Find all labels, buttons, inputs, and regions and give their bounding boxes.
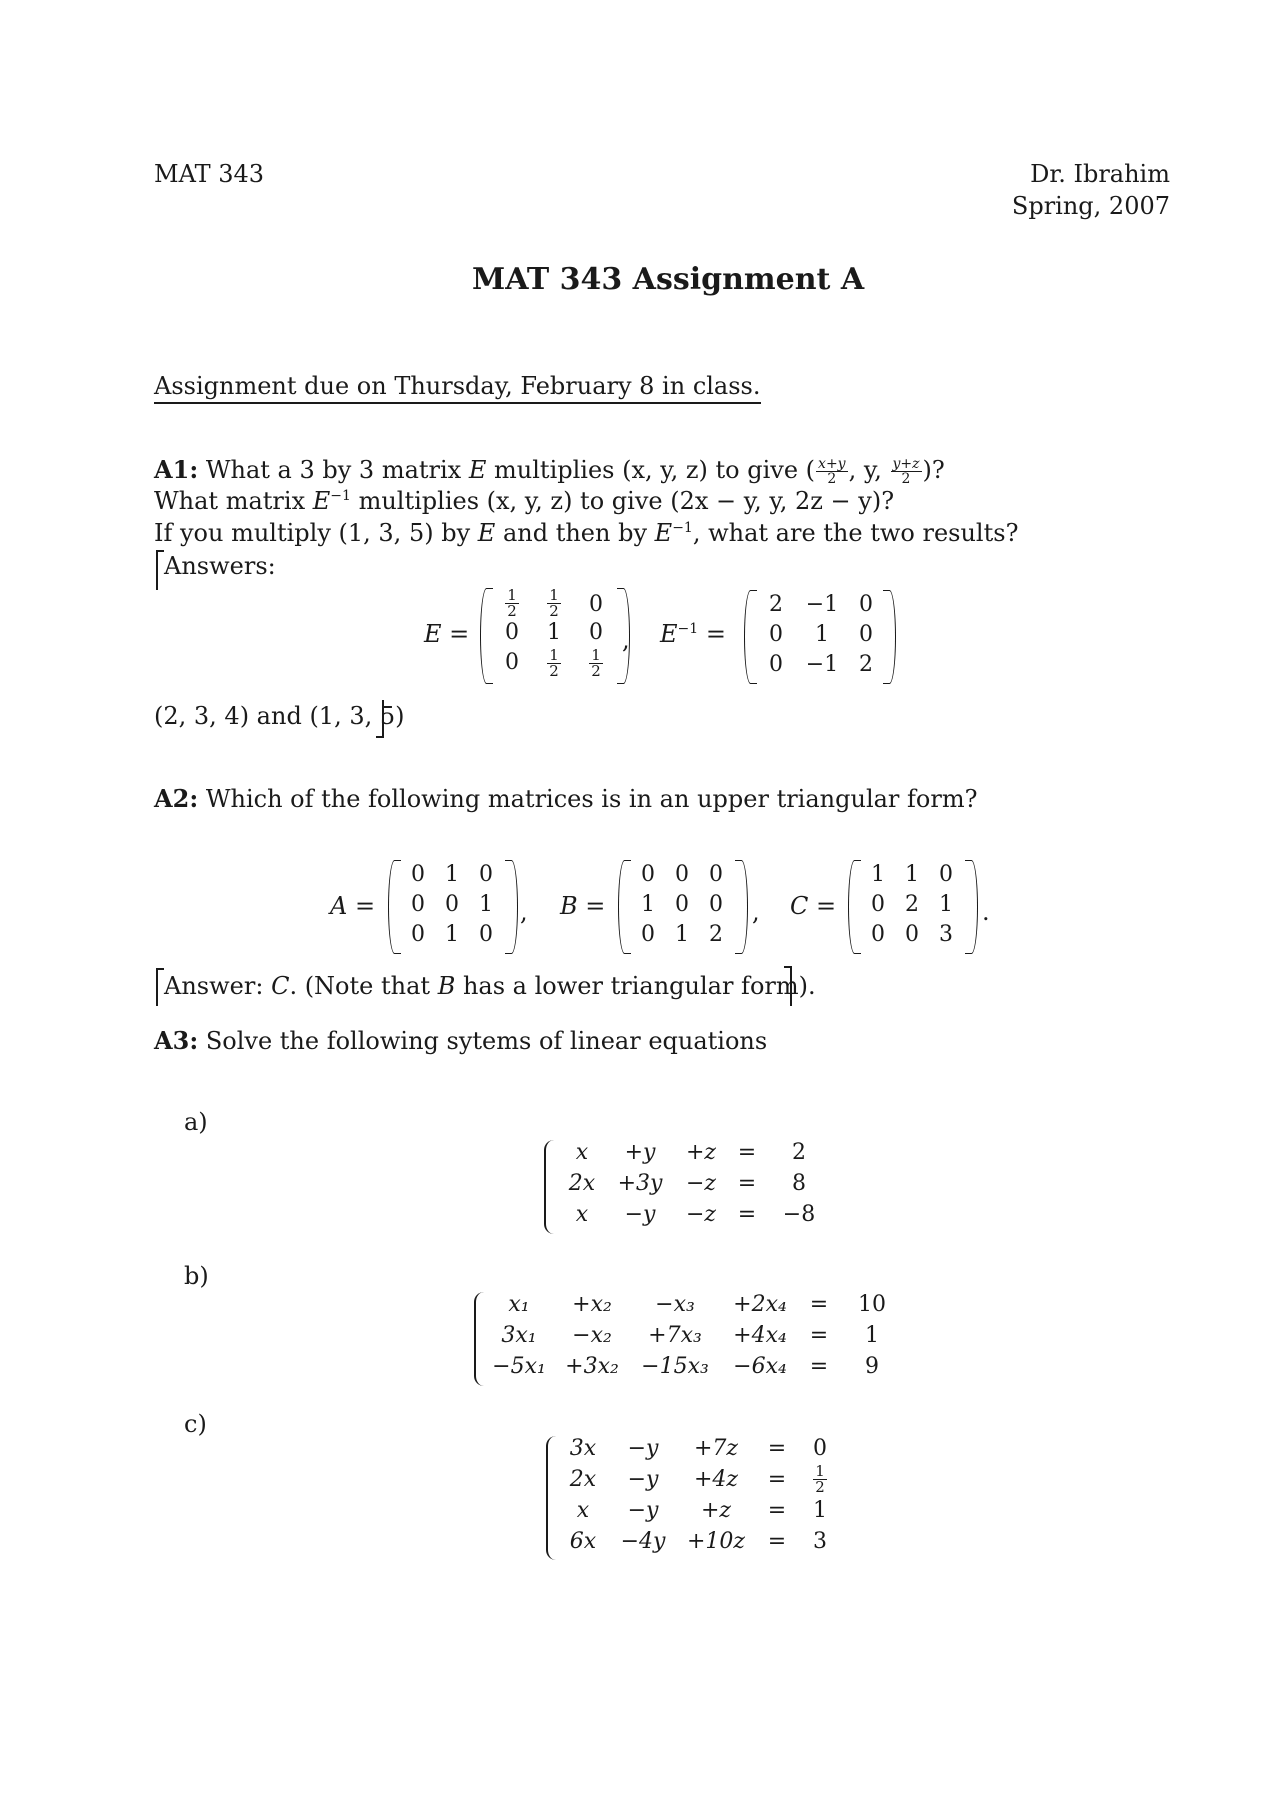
matrix-entry: 0 xyxy=(445,892,459,917)
equation-equals: = xyxy=(809,1323,829,1348)
matrix-entry: 1 xyxy=(445,862,459,887)
due-note xyxy=(154,372,761,404)
course-code: MAT 343 xyxy=(154,160,265,188)
equation-rhs: 0 xyxy=(813,1436,827,1461)
equation-term: x xyxy=(576,1498,590,1523)
equation-rhs: 2 xyxy=(792,1140,806,1165)
matrix-entry: 0 xyxy=(641,922,655,947)
equation-term: −5x₁ xyxy=(492,1354,546,1379)
a1-line-3: If you multiply (1, 3, 5) by E and then by $E^{-1}$, what are the two results? xyxy=(154,519,1019,547)
equation-term: +4x₄ xyxy=(733,1323,787,1348)
equation-term: +3x₂ xyxy=(565,1354,619,1379)
matrix-entry: 1 xyxy=(547,620,561,645)
system-brace xyxy=(546,1436,560,1560)
equation-term: +2x₄ xyxy=(733,1292,787,1317)
system-c xyxy=(546,1436,866,1562)
matrix-entry: 1 xyxy=(871,862,885,887)
matrix-entry: 0 xyxy=(589,592,603,617)
matrix-entry: $\frac{1}{2}$ xyxy=(549,586,559,620)
a1-text: multiplies (x, y, z) to give ( xyxy=(494,456,816,484)
C-label: C = xyxy=(790,892,837,920)
equation-rhs: 1 xyxy=(813,1498,827,1523)
matrix-entry: $\frac{1}{2}$ xyxy=(549,646,559,680)
matrix-entry: 2 xyxy=(709,922,723,947)
term: Spring, 2007 xyxy=(1011,192,1170,220)
matrix-entry: 0 xyxy=(675,892,689,917)
equation-equals: = xyxy=(767,1467,787,1492)
system-a xyxy=(544,1140,844,1236)
E-inverse-label: $E^{-1}$ = xyxy=(660,620,726,648)
A-label: A = xyxy=(330,892,376,920)
matrix-entry: 2 xyxy=(905,892,919,917)
matrix-entry: 0 xyxy=(769,622,783,647)
comma: , xyxy=(752,898,760,926)
equation-term: −y xyxy=(627,1467,659,1492)
equation-rhs: $\frac{1}{2}$ xyxy=(815,1462,825,1496)
matrix-entry: −1 xyxy=(805,592,839,617)
equation-term: −y xyxy=(624,1202,656,1227)
equation-term: +4z xyxy=(693,1467,739,1492)
matrix-entry: 3 xyxy=(939,922,953,947)
matrix-entry: $\frac{1}{2}$ xyxy=(591,646,601,680)
a2-question: A2: Which of the following matrices is in an upper triangular form? xyxy=(154,784,978,813)
B-label: B = xyxy=(560,892,606,920)
equation-rhs: 3 xyxy=(813,1529,827,1554)
matrix-entry: 0 xyxy=(505,620,519,645)
fraction: $\frac{x+y}{2}$ xyxy=(818,456,846,487)
a1-label: A1: xyxy=(154,455,199,484)
matrix-entry: 1 xyxy=(479,892,493,917)
matrix-entry: 1 xyxy=(905,862,919,887)
matrix-entry: 1 xyxy=(641,892,655,917)
page-title: MAT 343 Assignment A xyxy=(472,262,865,297)
equation-equals: = xyxy=(737,1171,757,1196)
a1-text: )? xyxy=(922,456,945,484)
equation-term: 3x xyxy=(569,1436,597,1461)
equation-equals: = xyxy=(809,1292,829,1317)
matrix-entry: 1 xyxy=(675,922,689,947)
matrix-entry: 0 xyxy=(411,862,425,887)
a3-label: A3: xyxy=(154,1026,199,1055)
a3-question: A3: Solve the following sytems of linear equations xyxy=(154,1026,768,1055)
matrix-entry: 0 xyxy=(641,862,655,887)
equation-term: 6x xyxy=(569,1529,597,1554)
equation-rhs: 9 xyxy=(865,1354,879,1379)
system-b xyxy=(474,1292,934,1388)
equation-term: −6x₄ xyxy=(733,1354,787,1379)
matrix-entry: 1 xyxy=(939,892,953,917)
a1-results: (2, 3, 4) and (1, 3, 5) xyxy=(154,702,405,730)
matrix-entry: 0 xyxy=(411,922,425,947)
a1-text: , y, xyxy=(848,456,882,484)
matrix-entry: $\frac{1}{2}$ xyxy=(507,586,517,620)
matrix-entry: 0 xyxy=(479,922,493,947)
equation-term: −y xyxy=(627,1436,659,1461)
equation-equals: = xyxy=(737,1202,757,1227)
equation-term: 2x xyxy=(568,1171,596,1196)
a2-label: A2: xyxy=(154,784,199,813)
answers-label: Answers: xyxy=(164,552,276,580)
equation-term: x xyxy=(575,1202,589,1227)
equation-term: −4y xyxy=(620,1529,666,1554)
matrix-entry: 1 xyxy=(445,922,459,947)
matrix-entry: 0 xyxy=(939,862,953,887)
equation-term: −z xyxy=(685,1202,717,1227)
answer-close-bracket xyxy=(784,966,792,1006)
equation-equals: = xyxy=(809,1354,829,1379)
answer-close-bracket xyxy=(376,700,384,738)
answer-open-bracket xyxy=(156,550,164,590)
equation-term: +7x₃ xyxy=(648,1323,702,1348)
matrix-entry: 0 xyxy=(769,652,783,677)
equation-term: −y xyxy=(627,1498,659,1523)
equation-equals: = xyxy=(737,1140,757,1165)
E-matrix xyxy=(480,588,630,684)
equation-rhs: 1 xyxy=(865,1323,879,1348)
comma: , xyxy=(520,898,528,926)
comma: , xyxy=(622,626,630,654)
equation-term: +y xyxy=(624,1140,656,1165)
matrix-entry: 0 xyxy=(411,892,425,917)
equation-term: −x₂ xyxy=(572,1323,612,1348)
matrix-entry: 0 xyxy=(709,892,723,917)
matrix-entry: 1 xyxy=(815,622,829,647)
matrix-entry: 0 xyxy=(505,650,519,675)
equation-term: +10z xyxy=(686,1529,746,1554)
equation-term: +x₂ xyxy=(572,1292,612,1317)
matrix-entry: 0 xyxy=(859,622,873,647)
equation-rhs: 10 xyxy=(858,1292,886,1317)
matrix-entry: 0 xyxy=(589,620,603,645)
matrix-entry: 0 xyxy=(709,862,723,887)
answer-open-bracket xyxy=(156,968,164,1006)
due-note-text: Assignment due on Thursday, February 8 in class. xyxy=(154,372,761,400)
equation-term: +7z xyxy=(693,1436,739,1461)
equation-equals: = xyxy=(767,1498,787,1523)
a2-answer: Answer: C. (Note that B has a lower triangular form). xyxy=(164,972,816,1000)
equation-rhs: 8 xyxy=(792,1171,806,1196)
E-label: E = xyxy=(424,620,470,648)
part-c-label: c) xyxy=(184,1410,207,1438)
equation-term: +3y xyxy=(617,1171,663,1196)
system-brace xyxy=(474,1292,488,1386)
period: . xyxy=(982,898,990,926)
matrix-entry: 0 xyxy=(479,862,493,887)
E-inverse-matrix xyxy=(744,590,896,684)
equation-term: +z xyxy=(700,1498,732,1523)
fraction: $\frac{y+z}{2}$ xyxy=(892,456,920,487)
matrix-entry: 2 xyxy=(769,592,783,617)
a1-line-1: A1: What a 3 by 3 matrix E multiplies (x, y, z) to give ( $\frac{x+y}{2}$ , y, $\frac{y+z}{2}$ )? xyxy=(154,455,945,487)
equation-equals: = xyxy=(767,1436,787,1461)
system-brace xyxy=(544,1140,558,1234)
a1-text: What a 3 by 3 matrix xyxy=(205,456,462,484)
equation-term: +z xyxy=(685,1140,717,1165)
matrix-entry: −1 xyxy=(805,652,839,677)
equation-term: −x₃ xyxy=(655,1292,695,1317)
C-matrix xyxy=(848,860,978,954)
matrix-entry: 0 xyxy=(871,892,885,917)
B-matrix xyxy=(618,860,748,954)
equation-term: 3x₁ xyxy=(501,1323,537,1348)
matrix-entry: 2 xyxy=(859,652,873,677)
equation-term: 2x xyxy=(569,1467,597,1492)
equation-rhs: −8 xyxy=(782,1202,816,1227)
matrix-entry: 0 xyxy=(871,922,885,947)
part-b-label: b) xyxy=(184,1262,209,1290)
part-a-label: a) xyxy=(184,1108,208,1136)
A-matrix xyxy=(388,860,518,954)
matrix-entry: 0 xyxy=(675,862,689,887)
equation-equals: = xyxy=(767,1529,787,1554)
matrix-entry: 0 xyxy=(905,922,919,947)
equation-term: −z xyxy=(685,1171,717,1196)
equation-term: x₁ xyxy=(508,1292,530,1317)
equation-term: x xyxy=(575,1140,589,1165)
instructor-name: Dr. Ibrahim xyxy=(1030,160,1170,188)
equation-term: −15x₃ xyxy=(641,1354,709,1379)
a1-line-2: What matrix $E^{-1}$ multiplies (x, y, z) to give (2x − y, y, 2z − y)? xyxy=(154,487,895,515)
matrix-entry: 0 xyxy=(859,592,873,617)
